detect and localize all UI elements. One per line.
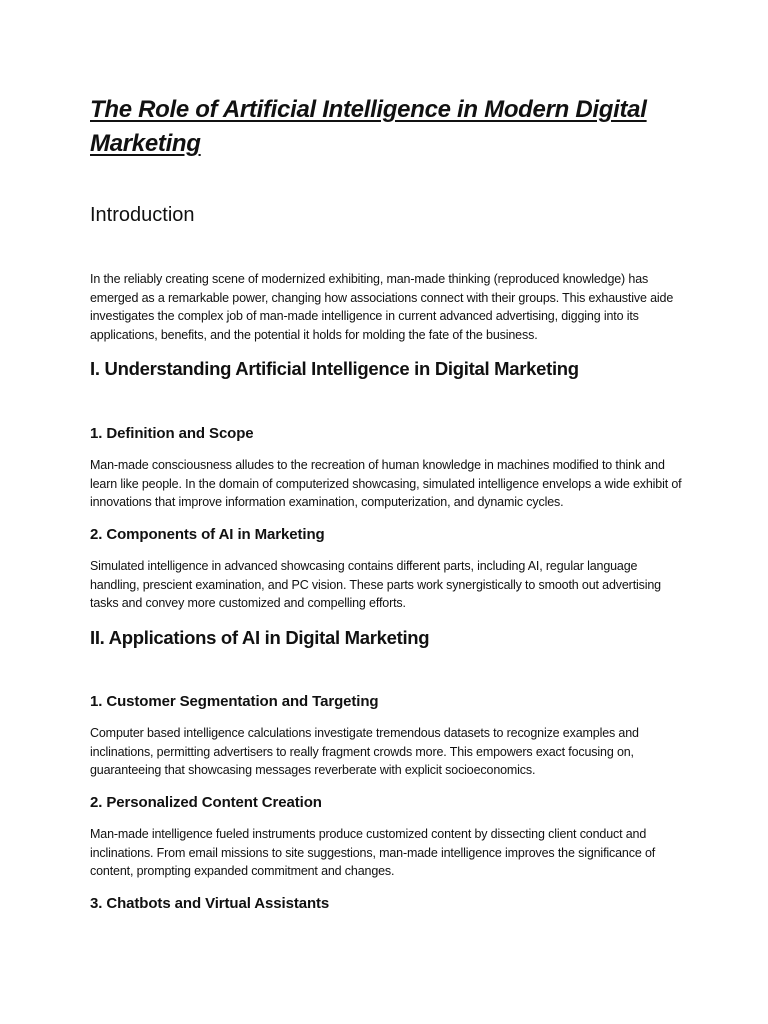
- definition-scope-heading: 1. Definition and Scope: [90, 425, 254, 442]
- personalized-content-heading: 2. Personalized Content Creation: [90, 794, 322, 811]
- introduction-paragraph: In the reliably creating scene of modernized exhibiting, man-made thinking (reproduced knowledge) has emerged as a remarkable power, changing how associations connect with their groups. This exhaustive aide investigates the complex job of man-made intelligence in current advanced advertising, digging into its applications, benefits, and the potential it holds for molding the fate of the business.: [90, 272, 674, 342]
- section-2-heading: II. Applications of AI in Digital Marketing: [90, 627, 430, 648]
- personalized-content-paragraph: Man-made intelligence fueled instruments produce customized content by dissecting client conduct and inclinations. From email missions to site suggestions, man-made intelligence improves the significance of content, prompting expanded commitment and changes.: [90, 827, 656, 879]
- components-heading: 2. Components of AI in Marketing: [90, 526, 325, 543]
- segmentation-paragraph: Computer based intelligence calculations investigate tremendous datasets to recognize examples and inclinations, permitting advertisers to really fragment crowds more. This empowers exact focusing on, guaranteeing that showcasing messages reverberate with explicit socioeconomics.: [90, 726, 639, 778]
- definition-scope-paragraph: Man-made consciousness alludes to the recreation of human knowledge in machines modified to think and learn like people. In the domain of computerized showcasing, simulated intelligence envelops a wide exhibit of innovations that improve information examination, computerization, and dynamic cycles.: [90, 458, 682, 510]
- section-1-heading: I. Understanding Artificial Intelligence in Digital Marketing: [90, 358, 579, 379]
- introduction-heading: Introduction: [90, 204, 195, 226]
- components-paragraph: Simulated intelligence in advanced showcasing contains different parts, including AI, regular language handling, prescient examination, and PC vision. These parts work synergistically to smooth out advertising tasks and convey more customized and compelling efforts.: [90, 559, 661, 611]
- chatbots-heading: 3. Chatbots and Virtual Assistants: [90, 895, 330, 912]
- segmentation-heading: 1. Customer Segmentation and Targeting: [90, 693, 379, 710]
- document-title: The Role of Artificial Intelligence in Modern Digital Marketing: [90, 96, 647, 157]
